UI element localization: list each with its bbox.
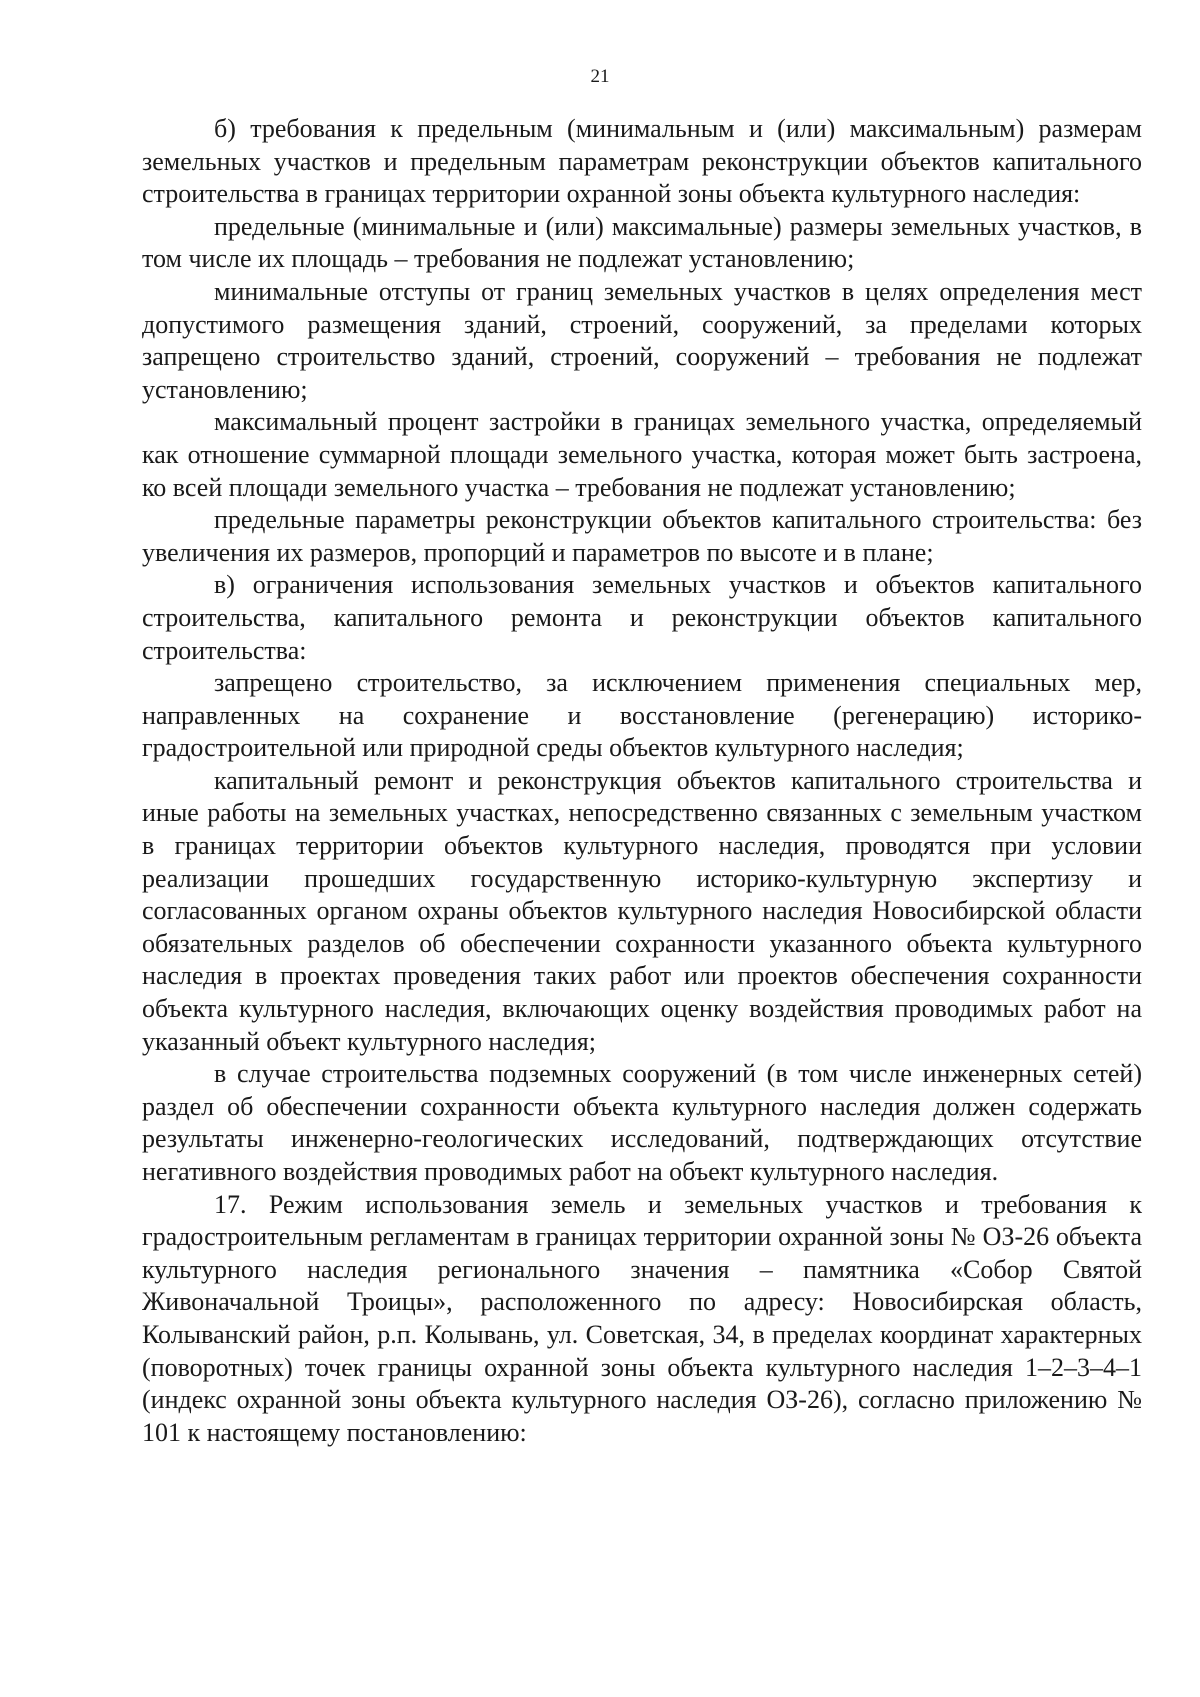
paragraph-minimum-setbacks: минимальные отступы от границ земельных участков в целях определения мест допустимого размещения зданий, строений, сооружений, за пределами которых запрещено строительство зданий, строений, сооружений – требования не подлежат установлению;	[142, 276, 1142, 404]
paragraph-construction-ban: запрещено строительство, за исключением применения специальных мер, направленных на сохранение и восстановление (регенерацию) историко-градостроительной или природной среды объектов культурного наследия;	[142, 668, 1142, 763]
paragraph-b-size-requirements: б) требования к предельным (минимальным и (или) максимальным) размерам земельных участков и предельным параметрам реконструкции объектов капитального строительства в границах территории охранной зоны объекта культурного наследия:	[142, 114, 1142, 209]
paragraph-v-usage-restrictions: в) ограничения использования земельных участков и объектов капитального строительства, капитального ремонта и реконструкции объектов капитального строительства:	[142, 570, 1142, 665]
page-number: 21	[590, 66, 610, 87]
paragraph-capital-repair: капитальный ремонт и реконструкция объектов капитального строительства и иные работы на земельных участках, непосредственно связанных с земельным участком в границах территории объектов культурного наследия, проводятся при условии реализации прошедших государственную историко-культурную экспертизу и согласованных органом охраны объектов культурного наследия Новосибирской области обязательных разделов об обеспечении сохранности указанного объекта культурного наследия в проектах проведения таких работ или проектов обеспечения сохранности объекта культурного наследия, включающих оценку воздействия проводимых работ на указанный объект культурного наследия;	[142, 765, 1142, 1056]
document-body	[142, 113, 1142, 1449]
paragraph-plot-sizes: предельные (минимальные и (или) максимальные) размеры земельных участков, в том числе их площадь – требования не подлежат установлению;	[142, 211, 1142, 274]
paragraph-reconstruction-limits: предельные параметры реконструкции объектов капитального строительства: без увеличения их размеров, пропорций и параметров по высоте и в плане;	[142, 505, 1142, 567]
paragraph-17-protection-zone: 17. Режим использования земель и земельных участков и требования к градостроительным регламентам в границах территории охранной зоны № ОЗ-26 объекта культурного наследия регионального значения – памятника «Собор Святой Живоначальной Троицы», расположенного по адресу: Новосибирская область, Колыванский район, р.п. Колывань, ул. Советская, 34, в пределах координат характерных (поворотных) точек границы охранной зоны объекта культурного наследия 1–2–3–4–1 (индекс охранной зоны объекта культурного наследия ОЗ-26), согласно приложению № 101 к настоящему постановлению:	[142, 1189, 1142, 1447]
paragraph-building-coverage: максимальный процент застройки в границах земельного участка, определяемый как отношение суммарной площади земельного участка, которая может быть застроена, ко всей площади земельного участка – требования не подлежат установлению;	[142, 407, 1142, 502]
paragraph-underground-structures: в случае строительства подземных сооружений (в том числе инженерных сетей) раздел об обеспечении сохранности объекта культурного наследия должен содержать результаты инженерно-геологических исследований, подтверждающих отсутствие негативного воздействия проводимых работ на объект культурного наследия.	[142, 1059, 1142, 1186]
